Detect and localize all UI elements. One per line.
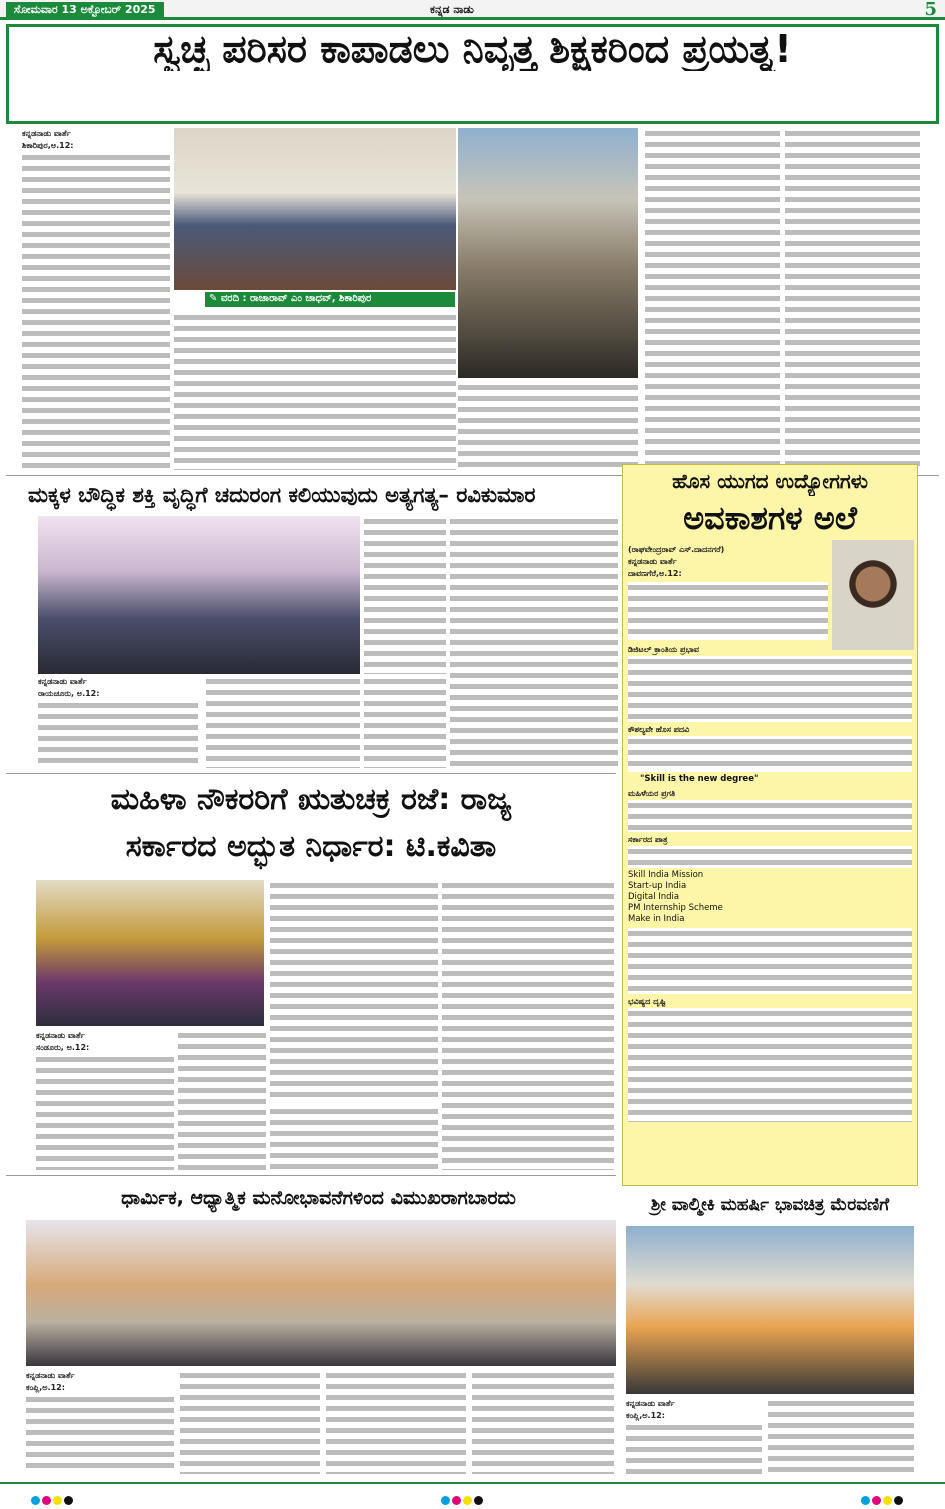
magenta-dot-icon xyxy=(42,1496,51,1505)
black-dot-icon xyxy=(64,1496,73,1505)
story5-dateline: ಕನ್ನಡನಾಡು ವಾರ್ತೆ xyxy=(626,1399,675,1408)
story3-para-2 xyxy=(628,656,912,722)
story2-photo-chess xyxy=(38,516,360,674)
yellow-dot-icon xyxy=(463,1496,472,1505)
story4-column-1 xyxy=(36,1054,174,1170)
story2-column-right xyxy=(450,516,618,768)
story5-column-1 xyxy=(626,1422,762,1474)
story3-headline-line2: ಅವಕಾಶಗಳ ಅಲೆ xyxy=(683,499,857,537)
story1-headline-box xyxy=(6,24,939,124)
story4-photo-meeting xyxy=(36,880,264,1026)
story2-column-side xyxy=(364,516,446,674)
story1-column-2 xyxy=(174,312,456,470)
story3-para-3 xyxy=(628,736,912,772)
story4-column-3 xyxy=(442,880,614,1170)
story5-place: ಕಂಪ್ಲಿ,ಅ.12: xyxy=(626,1411,665,1420)
rule xyxy=(6,773,616,774)
story3-section-head-4: ಸರ್ಕಾರದ ಪಾತ್ರ xyxy=(628,835,668,844)
magenta-dot-icon xyxy=(452,1496,461,1505)
story2-column-1 xyxy=(38,700,198,768)
story5-headline: ಶ್ರೀ ವಾಲ್ಮೀಕಿ ಮಹರ್ಷಿ ಭಾವಚಿತ್ರ ಮೆರವಣಿಗೆ xyxy=(650,1195,890,1215)
story1-dateline: ಕನ್ನಡನಾಡು ವಾರ್ತೆ xyxy=(22,129,71,138)
story3-para-7 xyxy=(628,1008,912,1122)
paper-name: ಕನ್ನಡ ನಾಡು xyxy=(430,3,474,16)
scheme-item: Skill India Mission xyxy=(628,870,704,880)
pen-icon: ✎ xyxy=(209,293,221,304)
story3-para-5 xyxy=(628,846,912,868)
story6-column-2 xyxy=(180,1370,320,1474)
registration-marks-right xyxy=(860,1490,904,1509)
story3-para-1 xyxy=(628,582,828,640)
story4-headline-line2: ಸರ್ಕಾರದ ಅದ್ಭುತ ನಿರ್ಧಾರ: ಟಿ.ಕವಿತಾ xyxy=(125,829,497,864)
scheme-item: Make in India xyxy=(628,914,685,924)
cyan-dot-icon xyxy=(441,1496,450,1505)
story2-headline: ಮಕ್ಕಳ ಬೌದ್ಧಿಕ ಶಕ್ತಿ ವೃದ್ಧಿಗೆ ಚದುರಂಗ ಕಲಿಯುವುದು ಅತ್ಯಗತ್ಯ– ರವಿಕುಮಾರ xyxy=(28,483,536,507)
story3-section-head-3: ಮಹಿಳೆಯರ ಪ್ರಗತಿ xyxy=(628,789,676,798)
story6-column-4 xyxy=(472,1370,614,1474)
story6-place: ಕಂಪ್ಲಿ,ಅ.12: xyxy=(26,1383,65,1392)
story4-column-1b xyxy=(178,1030,266,1170)
cyan-dot-icon xyxy=(31,1496,40,1505)
story4-column-2b xyxy=(270,1106,438,1170)
story3-author-photo xyxy=(832,540,914,650)
registration-marks-center xyxy=(440,1490,484,1509)
story6-column-1 xyxy=(26,1394,174,1474)
story2-dateline: ಕನ್ನಡನಾಡು ವಾರ್ತೆ xyxy=(38,677,87,686)
story3-dateline: ಕನ್ನಡನಾಡು ವಾರ್ತೆ xyxy=(628,557,677,566)
scheme-item: Start-up India xyxy=(628,881,687,891)
story6-headline: ಧಾರ್ಮಿಕ, ಆಧ್ಯಾತ್ಮಿಕ ಮನೋಭಾವನೆಗಳಿಂದ ವಿಮುಖರಾಗಬಾರದು xyxy=(121,1187,516,1209)
story2-column-3 xyxy=(364,676,446,768)
story5-column-2 xyxy=(768,1398,914,1474)
story3-section-head-5: ಭವಿಷ್ಯದ ದೃಷ್ಟಿ xyxy=(628,997,666,1006)
story3-section-head-2: ಕೌಶಲ್ಯವೇ ಹೊಸ ಪದವಿ xyxy=(628,725,690,734)
registration-marks-left xyxy=(30,1490,74,1509)
story1-column-1 xyxy=(22,152,170,470)
yellow-dot-icon xyxy=(53,1496,62,1505)
story3-place: ದಾವಣಗೆರೆ,ಅ.12: xyxy=(628,569,682,578)
story3-para-6 xyxy=(628,928,912,994)
story4-headline-line1: ಮಹಿಳಾ ನೌಕರರಿಗೆ ಋತುಚಕ್ರ ರಜೆ: ರಾಜ್ಯ xyxy=(110,782,512,817)
story3-headline-line1: ಹೊಸ ಯುಗದ ಉದ್ಯೋಗಗಳು xyxy=(672,469,868,493)
story1-reporter: ವರದಿ : ರಾಜಾರಾವ್ ಎಂ ಜಾಧವ್, ಶಿಕಾರಿಪುರ xyxy=(220,293,372,304)
story4-dateline: ಕನ್ನಡನಾಡು ವಾರ್ತೆ xyxy=(36,1031,85,1040)
story3-quote: "Skill is the new degree" xyxy=(640,774,759,784)
story3-para-4 xyxy=(628,800,912,832)
story6-photo-event xyxy=(26,1220,616,1366)
story1-photo-ground xyxy=(458,128,638,378)
rule xyxy=(6,1175,616,1176)
story6-column-3 xyxy=(326,1370,466,1474)
scheme-item: Digital India xyxy=(628,892,680,902)
story1-reporter-box xyxy=(205,292,455,307)
story1-headline: ಸ್ವಚ್ಛ ಪರಿಸರ ಕಾಪಾಡಲು ನಿವೃತ್ತ ಶಿಕ್ಷಕರಿಂದ ಪ್ರಯತ್ನ! xyxy=(153,27,792,71)
story4-column-2 xyxy=(270,880,438,1102)
black-dot-icon xyxy=(474,1496,483,1505)
page-number: 5 xyxy=(924,0,937,20)
story1-column-4 xyxy=(645,128,780,470)
yellow-dot-icon xyxy=(883,1496,892,1505)
story3-section-head-1: ಡಿಜಿಟಲ್ ಕ್ರಾಂತಿಯ ಪ್ರಭಾವ xyxy=(628,645,700,654)
scheme-item: PM Internship Scheme xyxy=(628,903,723,913)
issue-date: ಸೋಮವಾರ 13 ಅಕ್ಟೋಬರ್ 2025 xyxy=(6,2,164,18)
story4-place: ಸಂಡೂರು, ಅ.12: xyxy=(36,1043,90,1052)
story3-author: (ರಾಘವೇಂದ್ರರಾವ್ ಎಸ್.ದಾದನಗರೆ) xyxy=(628,545,725,554)
story1-place: ಶಿಕಾರಿಪುರ,ಅ.12: xyxy=(22,141,74,150)
story1-photo-meeting xyxy=(174,128,456,290)
story1-column-5 xyxy=(785,128,920,470)
story6-dateline: ಕನ್ನಡನಾಡು ವಾರ್ತೆ xyxy=(26,1371,75,1380)
story2-place: ರಾಯಚೂರು, ಅ.12: xyxy=(38,689,100,698)
story5-photo-procession xyxy=(626,1226,914,1394)
story1-column-3 xyxy=(458,382,638,470)
magenta-dot-icon xyxy=(872,1496,881,1505)
cyan-dot-icon xyxy=(861,1496,870,1505)
black-dot-icon xyxy=(894,1496,903,1505)
story2-column-2 xyxy=(206,676,360,768)
